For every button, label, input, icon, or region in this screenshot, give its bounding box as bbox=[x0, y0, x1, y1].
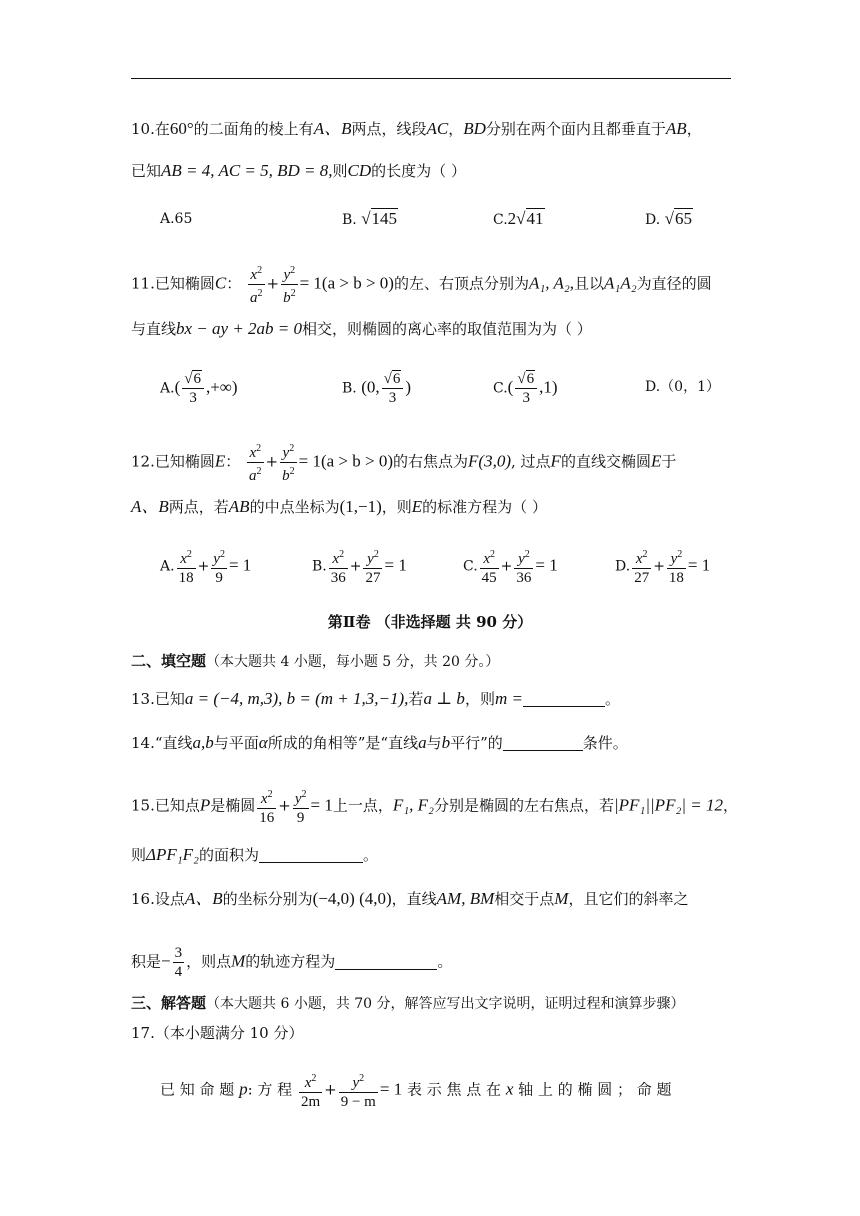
q12-option-d: D. $\frac{x^2}{27}$ + $\frac{y^2}{18}$ = 1 bbox=[615, 546, 710, 587]
q16-m: M bbox=[554, 889, 569, 908]
q12-frac-y: $\frac{y^2}{b^2}$ bbox=[280, 440, 297, 485]
q12-text: , 过点 bbox=[511, 452, 551, 471]
part2-note: （本大题共 4 小题，每小题 5 分，共 20 分。） bbox=[206, 654, 500, 670]
q16-coords: (−4,0) (4,0) bbox=[312, 889, 392, 908]
q10-option-b: B. √145 bbox=[342, 209, 398, 228]
q12-points: A、B bbox=[131, 497, 169, 516]
q16-text: 相交于点 bbox=[494, 890, 555, 908]
q12-e: E bbox=[411, 497, 423, 516]
q15-line1: 15.已知点P是椭圆 $\frac{x^2}{16}$ + $\frac{y^2}{9}$ = 1上一点，F₁, F₂分别是椭圆的左右焦点，若|PF₁||PF₂| = 12， bbox=[131, 786, 738, 827]
q15-p: P bbox=[199, 795, 211, 815]
part3-note: （本大题共 6 小题，共 70 分，解答应写出文字说明，证明过程和演算步骤） bbox=[206, 996, 685, 1012]
q12-text: 的右焦点为 bbox=[393, 452, 469, 471]
q15-answer-blank[interactable] bbox=[259, 848, 363, 863]
q10-segment-ac: AC bbox=[426, 119, 449, 138]
q17-x: x bbox=[505, 1079, 514, 1099]
q14-answer-blank[interactable] bbox=[503, 736, 583, 751]
q16-text: 的轨迹方程为 bbox=[245, 952, 336, 971]
q17-text: : 方 程 bbox=[247, 1080, 293, 1099]
q12-text: 的中点坐标为 bbox=[249, 498, 340, 516]
q10-text: 则 bbox=[332, 162, 348, 180]
q13-perp: a ⊥ b bbox=[423, 689, 465, 708]
q13-text: 若 bbox=[408, 690, 424, 708]
q10-text: 的二面角的棱上有 bbox=[193, 120, 314, 138]
q12-e: E bbox=[650, 451, 662, 471]
q10-text: ， bbox=[448, 120, 464, 138]
q12-frac-x: $\frac{x^2}{a^2}$ bbox=[247, 440, 264, 485]
q17-head: 17.（本小题满分 10 分） bbox=[131, 1024, 304, 1042]
q16-text: 16.设点 bbox=[131, 890, 185, 908]
q17-frac-y: $\frac{y^2}{9 - m}$ bbox=[339, 1070, 378, 1111]
q12-text: 的标准方程为（ ） bbox=[422, 498, 547, 516]
q12-line1: 12.已知椭圆E： $\frac{x^2}{a^2}$ + $\frac{y^2}{b^2}$ = 1(a > b > 0)的右焦点为F(3,0), 过点F的直线交椭圆E于 bbox=[131, 440, 676, 485]
q14-text: 与平面 bbox=[213, 734, 259, 752]
q16-line1 bbox=[131, 888, 688, 910]
part3-heading bbox=[131, 992, 685, 1015]
q11-diameter: A₁A₂ bbox=[604, 273, 637, 293]
q17-text: 已 知 命 题 bbox=[160, 1080, 235, 1099]
q14-line bbox=[131, 732, 628, 754]
q10-given: AB = 4, AC = 5, BD = 8, bbox=[161, 161, 333, 180]
q12-text: 的直线交椭圆 bbox=[560, 452, 651, 471]
q12-e: E bbox=[214, 451, 226, 471]
q12-option-c: C. $\frac{x^2}{45}$ + $\frac{y^2}{36}$ = 1 bbox=[463, 546, 558, 587]
q14-text: 所成的角相等”是“直线 bbox=[267, 734, 419, 752]
q16-text: ，且它们的斜率之 bbox=[568, 890, 689, 908]
q11-frac-y: $\frac{y^2}{b^2}$ bbox=[281, 262, 298, 307]
q14-alpha: α bbox=[258, 733, 268, 752]
q14-b: b bbox=[441, 733, 451, 752]
q10-line2 bbox=[131, 160, 466, 182]
q11-vertices: A₁, A₂, bbox=[528, 273, 575, 293]
q11-option-a: A.( $\frac{√6}{3}$ ,+∞) bbox=[160, 371, 238, 406]
q12-text: 两点，若 bbox=[168, 498, 229, 516]
part2-heading bbox=[131, 650, 499, 673]
q15-text: 15.已知点 bbox=[131, 796, 200, 815]
q12-f: F bbox=[550, 451, 561, 471]
q11-condition: = 1(a > b > 0) bbox=[299, 273, 394, 293]
q16-line2 bbox=[131, 944, 452, 981]
q11-text: 的左、右顶点分别为 bbox=[393, 274, 529, 293]
q16-m: M bbox=[231, 951, 246, 971]
q10-angle: 60° bbox=[169, 119, 194, 138]
q16-text: ，则点 bbox=[186, 952, 232, 971]
q15-text: 分别是椭圆的左右焦点，若 bbox=[433, 796, 614, 815]
q11-text: 为直径的圆 bbox=[636, 274, 712, 293]
q15-eq: = 1 bbox=[310, 795, 333, 815]
q15-text: 的面积为 bbox=[198, 846, 259, 864]
q15-text: 则 bbox=[131, 846, 147, 864]
q10-text: 的长度为（ ） bbox=[371, 162, 466, 180]
q10-option-d: D. √65 bbox=[645, 209, 692, 228]
q11-text: ： bbox=[226, 274, 242, 293]
q11-frac-x: $\frac{x^2}{a^2}$ bbox=[248, 262, 265, 307]
q15-text: 。 bbox=[362, 846, 378, 864]
q15-text: 上一点， bbox=[332, 796, 393, 815]
q12-text: ： bbox=[225, 452, 241, 471]
part2-title: 二、填空题 bbox=[131, 652, 207, 670]
q15-frac-y: $\frac{y^2}{9}$ bbox=[293, 786, 309, 827]
q10-text: 10.在 bbox=[131, 120, 170, 138]
q13-line bbox=[131, 688, 620, 710]
q13-text: 13.已知 bbox=[131, 690, 185, 708]
q10-line1 bbox=[131, 118, 702, 140]
q12-text: 12.已知椭圆 bbox=[131, 452, 215, 471]
q13-text: 。 bbox=[604, 690, 620, 708]
q12-option-a: A. $\frac{x^2}{18}$ + $\frac{y^2}{9}$ = 1 bbox=[160, 546, 251, 587]
q16-text: 积是 bbox=[131, 952, 162, 971]
header-rule bbox=[131, 78, 731, 79]
q11-text: 相交，则椭圆的离心率的取值范围为为（ ） bbox=[302, 320, 592, 338]
q15-triangle: ΔPF₁F₂ bbox=[146, 845, 199, 864]
q16-points: A、B bbox=[184, 889, 223, 908]
q12-ab: AB bbox=[228, 497, 250, 516]
q13-m: m = bbox=[494, 689, 523, 708]
q11-option-c: C.( $\frac{√6}{3}$ ,1) bbox=[493, 371, 558, 406]
q10-text: 已知 bbox=[131, 162, 162, 180]
q11-text: 11.已知椭圆 bbox=[131, 274, 215, 293]
q13-vectors: a = (−4, m,3), b = (m + 1,3,−1), bbox=[184, 689, 409, 708]
q15-text: 是椭圆 bbox=[210, 796, 256, 815]
q16-text: 的坐标分别为 bbox=[222, 890, 313, 908]
q17-frac-x: $\frac{x^2}{2m}$ bbox=[299, 1070, 322, 1111]
q14-ab: a,b bbox=[192, 733, 214, 752]
q11-c: C bbox=[214, 273, 227, 293]
q10-text: 分别在两个面内且都垂直于 bbox=[485, 120, 666, 138]
q11-line-eq: bx − ay + 2ab = 0 bbox=[176, 319, 303, 338]
q10-text: 两点，线段 bbox=[351, 120, 427, 138]
q16-answer-blank[interactable] bbox=[335, 955, 437, 970]
q14-text: 14.“直线 bbox=[131, 734, 193, 752]
q10-edge-ab: AB bbox=[665, 119, 687, 138]
section-2-title: 第Ⅱ卷 （非选择题 共 90 分） bbox=[327, 613, 533, 631]
q13-answer-blank[interactable] bbox=[523, 692, 605, 707]
q16-text: ，直线 bbox=[391, 890, 437, 908]
q11-text: 且以 bbox=[574, 274, 605, 293]
q10-segment-bd: BD bbox=[463, 119, 486, 138]
q15-product: |PF₁||PF₂| = 12 bbox=[613, 795, 724, 815]
q17-text: 表 示 焦 点 在 bbox=[406, 1080, 502, 1099]
q15-foci: F₁, F₂ bbox=[392, 795, 434, 815]
q17-eq: = 1 bbox=[379, 1079, 403, 1099]
q15-text: ， bbox=[723, 796, 739, 815]
q17-text: 轴 上 的 椭 圆 ； 命 题 bbox=[518, 1080, 672, 1099]
q12-midpoint: (1,−1) bbox=[339, 497, 382, 516]
q10-option-c: C.2√41 bbox=[493, 209, 544, 228]
q15-frac-x: $\frac{x^2}{16}$ bbox=[257, 786, 276, 827]
q11-text: 与直线 bbox=[131, 320, 177, 338]
q11-option-d: D.（0，1） bbox=[645, 379, 720, 395]
q12-option-b: B. $\frac{x^2}{36}$ + $\frac{y^2}{27}$ = 1 bbox=[312, 546, 407, 587]
q12-condition: = 1(a > b > 0) bbox=[298, 451, 394, 471]
q16-neg: − bbox=[161, 951, 171, 971]
q10-option-a: A.65 bbox=[160, 211, 193, 227]
q11-line1: 11.已知椭圆C： $\frac{x^2}{a^2}$ + $\frac{y^2}{b^2}$ = 1(a > b > 0)的左、右顶点分别为A₁, A₂,且以A₁A₂为直径的圆 bbox=[131, 262, 712, 307]
q14-text: 与 bbox=[426, 734, 442, 752]
q16-text: 。 bbox=[437, 952, 453, 971]
q17-p: p bbox=[239, 1079, 248, 1099]
q12-focus: F(3,0) bbox=[468, 451, 511, 471]
q16-lines: AM, BM bbox=[436, 889, 495, 908]
q10-points: A、B bbox=[313, 119, 352, 138]
q12-line2 bbox=[131, 496, 547, 518]
q11-line2 bbox=[131, 318, 592, 340]
q13-text: ，则 bbox=[464, 690, 495, 708]
q10-text: ， bbox=[686, 120, 702, 138]
q16-frac: $\frac{3}{4}$ bbox=[174, 945, 183, 980]
q15-line2 bbox=[131, 844, 378, 866]
q10-cd: CD bbox=[347, 161, 372, 180]
q12-text: 于 bbox=[661, 452, 677, 471]
q14-a: a bbox=[418, 733, 427, 752]
q12-text: ，则 bbox=[381, 498, 412, 516]
q17-line1: 已 知 命 题 p: 方 程 $\frac{x^2}{2m}$ + $\frac{y^2}{9 - m}$ = 1 表 示 焦 点 在 x 轴 上 的 椭 圆 ； 命 题 bbox=[160, 1070, 672, 1111]
q14-text: 平行”的 bbox=[450, 734, 503, 752]
q11-option-b: B. (0, $\frac{√6}{3}$ ) bbox=[342, 371, 412, 406]
part3-title: 三、解答题 bbox=[131, 994, 207, 1012]
q14-text: 条件。 bbox=[582, 734, 628, 752]
